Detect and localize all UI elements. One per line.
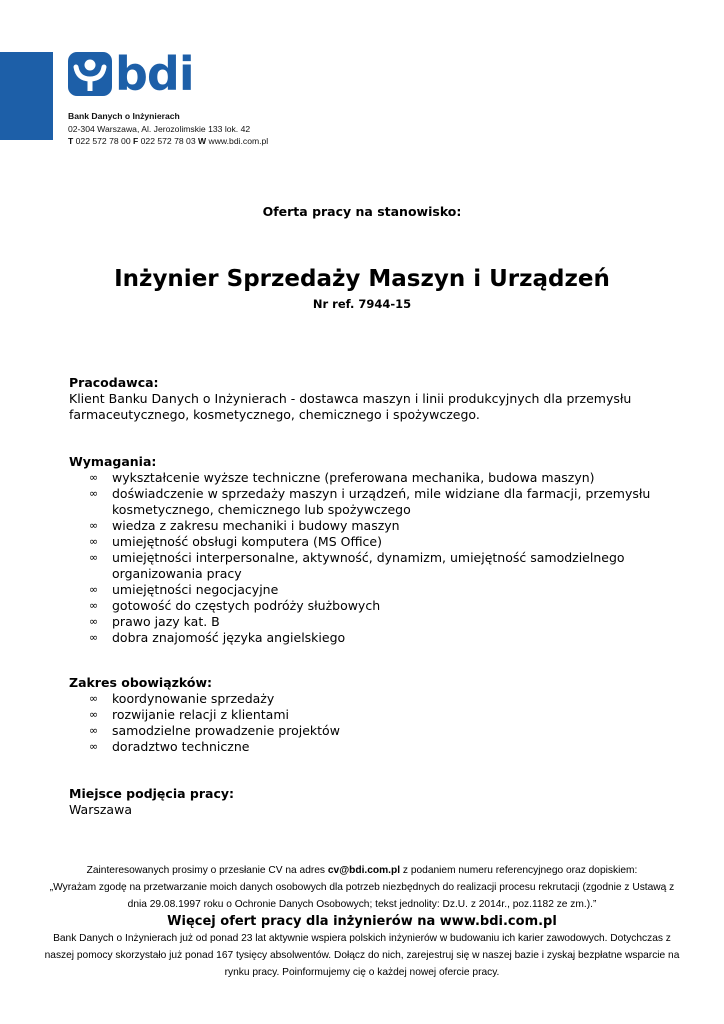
bdi-logo-icon — [68, 52, 112, 96]
bullet-icon: ∞ — [89, 471, 99, 484]
bullet-icon: ∞ — [89, 692, 99, 705]
employer-section — [69, 375, 659, 423]
phone-label: T — [68, 136, 74, 146]
list-item: ∞ samodzielne prowadzenie projektów — [89, 723, 340, 738]
bdi-logo — [68, 47, 194, 101]
company-contacts — [68, 135, 268, 148]
bullet-icon: ∞ — [89, 487, 99, 500]
bullet-icon: ∞ — [89, 724, 99, 737]
company-name: Bank Danych o Inżynierach — [68, 111, 180, 121]
footer-apply-line: Zainteresowanych prosimy o przesłanie CV na adres cv@bdi.com.pl z podaniem numeru referencyjnego oraz dopiskiem: — [86, 865, 638, 876]
bullet-icon: ∞ — [89, 583, 99, 596]
offer-label: Oferta pracy na stanowisko: — [262, 204, 462, 219]
job-title: Inżynier Sprzedaży Maszyn i Urządzeń — [114, 266, 610, 292]
footer — [40, 862, 684, 981]
list-item: ∞ umiejętności interpersonalne, aktywność, dynamizm, umiejętność samodzielnego organizowania pracy — [89, 550, 625, 581]
location-heading: Miejsce podjęcia pracy: — [69, 786, 234, 801]
bullet-icon: ∞ — [89, 615, 99, 628]
bullet-icon: ∞ — [89, 599, 99, 612]
list-item: ∞ dobra znajomość języka angielskiego — [89, 630, 346, 645]
bullet-icon: ∞ — [89, 535, 99, 548]
brand-color-block — [0, 52, 53, 140]
bullet-icon: ∞ — [89, 708, 99, 721]
employer-text: Klient Banku Danych o Inżynierach - dostawca maszyn i linii produkcyjnych dla przemysłu farmaceutycznego, kosmetycznego, chemicznego i spożywczego. — [69, 391, 632, 422]
bullet-icon: ∞ — [89, 551, 99, 564]
logo-text: bdi — [115, 47, 194, 101]
list-item: ∞ umiejętność obsługi komputera (MS Office) — [89, 534, 382, 549]
footer-consent: „Wyrażam zgodę na przetwarzanie moich danych osobowych dla potrzeb niezbędnych do realizacji procesu rekrutacji (zgodnie z Ustawą z dnia 29.08.1997 roku o Ochronie Danych Osobowych; tekst jednolity: Dz.U. z 2014r., poz.1182 ze zm.).” — [49, 882, 675, 910]
list-item: ∞ doradztwo techniczne — [89, 739, 250, 754]
bullet-icon: ∞ — [89, 740, 99, 753]
fax-number: 022 572 78 03 — [140, 136, 196, 146]
duties-list — [69, 691, 659, 755]
list-item: ∞ gotowość do częstych podróży służbowych — [89, 598, 381, 613]
list-item: ∞ doświadczenie w sprzedaży maszyn i urządzeń, mile widziane dla farmacji, przemysłu kosmetycznego, chemicznego lub spożywczego — [89, 486, 651, 517]
duties-heading: Zakres obowiązków: — [69, 675, 213, 690]
email-link[interactable]: cv@bdi.com.pl — [327, 865, 401, 876]
location-text: Warszawa — [69, 802, 132, 817]
employer-heading: Pracodawca: — [69, 375, 159, 390]
requirements-list — [69, 470, 659, 646]
requirements-section — [69, 454, 659, 646]
location-section — [69, 786, 659, 818]
requirements-heading: Wymagania: — [69, 454, 157, 469]
phone-number: 022 572 78 00 — [75, 136, 131, 146]
duties-section — [69, 675, 659, 755]
footer-more-offers[interactable]: Więcej ofert pracy dla inżynierów na www.bdi.com.pl — [167, 914, 557, 929]
bullet-icon: ∞ — [89, 519, 99, 532]
list-item: ∞ prawo jazy kat. B — [89, 614, 220, 629]
list-item: ∞ koordynowanie sprzedaży — [89, 691, 275, 706]
footer-about: Bank Danych o Inżynierach już od ponad 23 lat aktywnie wspiera polskich inżynierów w budowaniu ich karier zawodowych. Dotychczas z naszej pomocy skorzystało już ponad 167 tysięcy absolwentów. Dołącz do nich, zarejestruj się w naszej bazie i zyskaj bezpłatne wsparcie na rynku pracy. Poinformujemy cię o każdej nowej ofercie pracy. — [44, 933, 680, 978]
fax-label: F — [133, 136, 139, 146]
web-label: W — [198, 136, 207, 146]
list-item: ∞ umiejętności negocjacyjne — [89, 582, 279, 597]
company-info — [68, 110, 268, 148]
reference-number: Nr ref. 7944-15 — [312, 297, 412, 311]
company-address: 02-304 Warszawa, Al. Jerozolimskie 133 lok. 42 — [68, 123, 251, 134]
bullet-icon: ∞ — [89, 631, 99, 644]
list-item: ∞ wykształcenie wyższe techniczne (preferowana mechanika, budowa maszyn) — [89, 470, 595, 485]
list-item: ∞ rozwijanie relacji z klientami — [89, 707, 289, 722]
web-address: www.bdi.com.pl — [208, 136, 269, 146]
list-item: ∞ wiedza z zakresu mechaniki i budowy maszyn — [89, 518, 400, 533]
